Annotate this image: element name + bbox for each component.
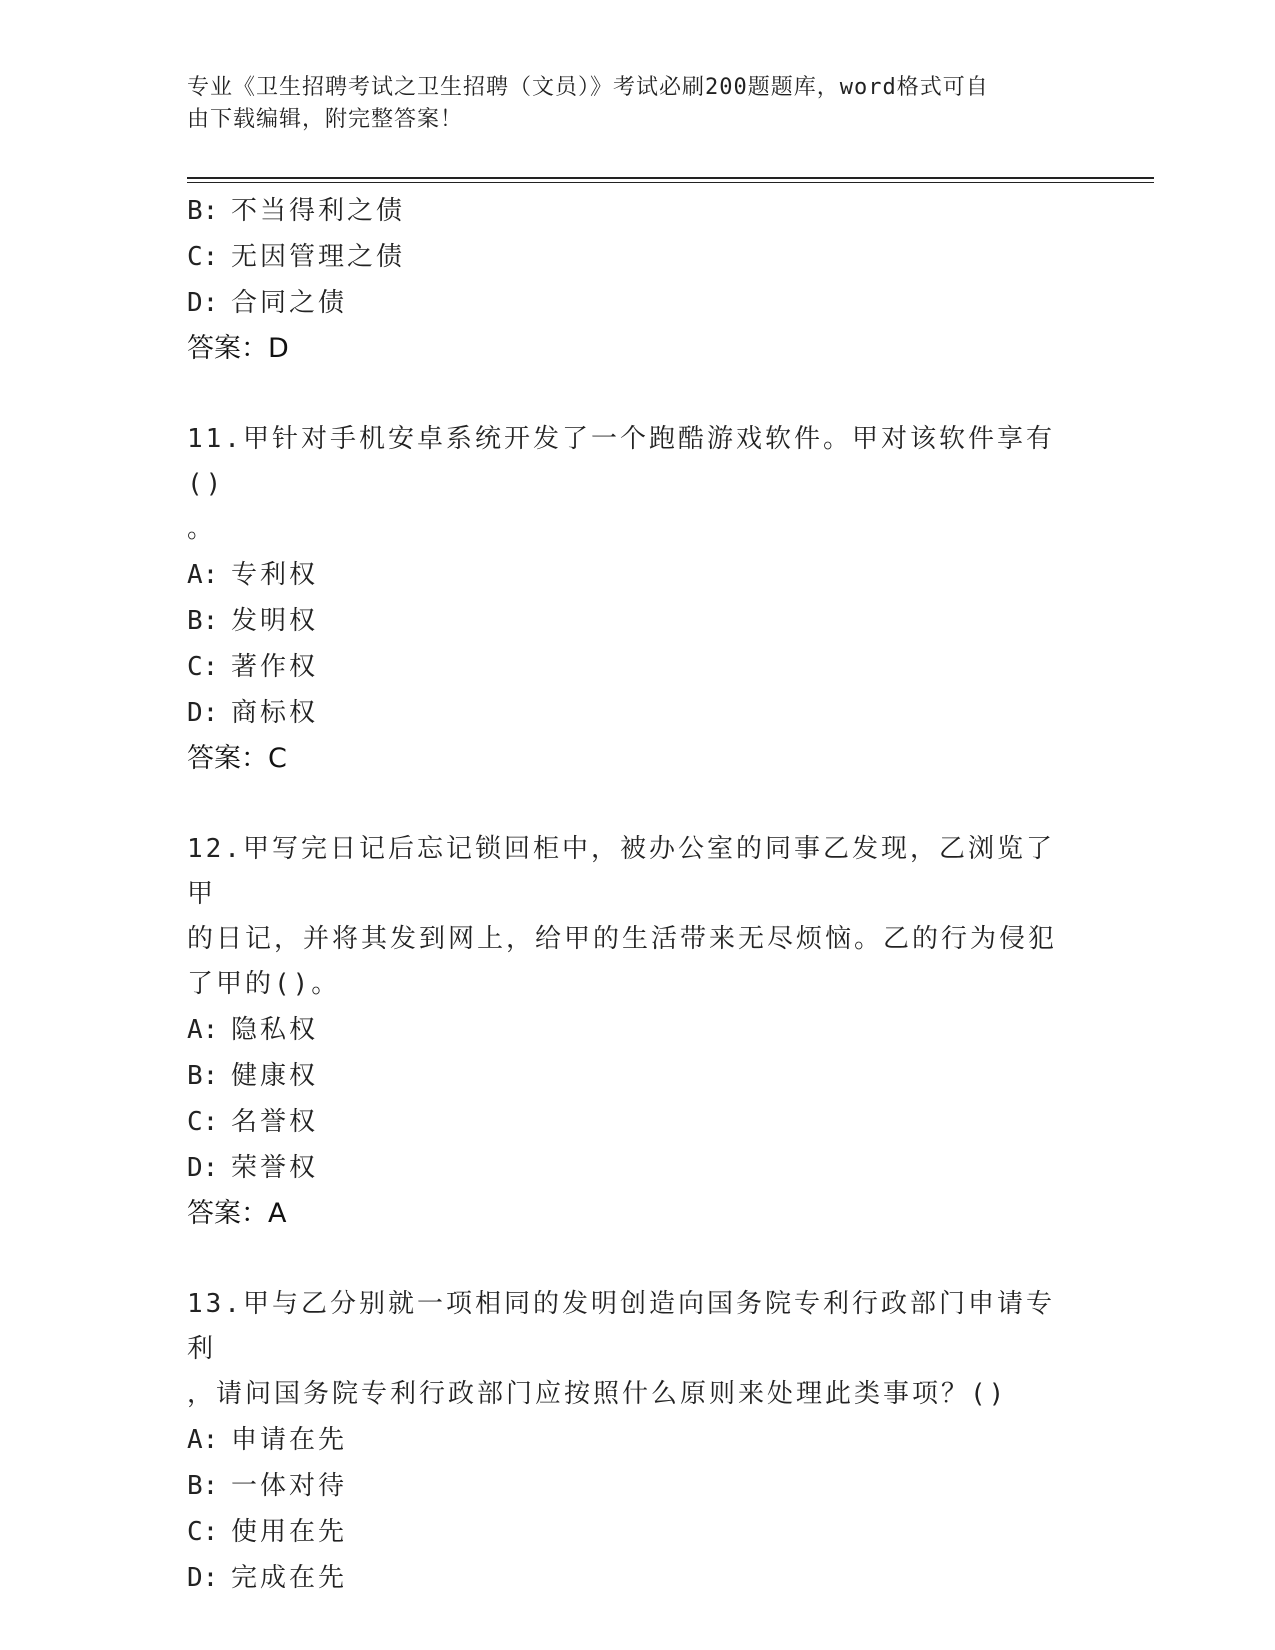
answer-line: 答案：C (187, 743, 287, 774)
question-13 (187, 1282, 1087, 1601)
option-letter: A: (187, 1015, 219, 1045)
option-c (187, 1099, 1087, 1145)
option-letter: A: (187, 560, 219, 590)
option-letter: B: (187, 606, 219, 636)
question-line: 13.甲与乙分别就一项相同的发明创造向国务院专利行政部门申请专利 (187, 1289, 1055, 1364)
option-text: 商标权 (231, 698, 319, 728)
option-text: 隐私权 (231, 1015, 319, 1045)
question-text (187, 827, 1077, 1007)
option-text: 专利权 (231, 560, 319, 590)
option-b (187, 1053, 1087, 1099)
option-letter: C: (187, 242, 219, 272)
option-letter: D: (187, 288, 219, 318)
option-text: 发明权 (231, 606, 319, 636)
question-line: 。 (187, 514, 217, 544)
option-letter: C: (187, 1517, 219, 1547)
option-a (187, 552, 1087, 598)
option-text: 荣誉权 (231, 1153, 319, 1183)
header-line-2: 由下载编辑，附完整答案！ (187, 107, 464, 132)
answer-line: 答案：A (187, 1198, 287, 1229)
spacer (187, 782, 1087, 827)
option-d (187, 690, 1087, 736)
question-11 (187, 417, 1087, 782)
option-d (187, 1145, 1087, 1191)
option-text: 申请在先 (231, 1425, 348, 1455)
question-line: 的日记，并将其发到网上，给甲的生活带来无尽烦恼。乙的行为侵犯 (187, 924, 1058, 954)
spacer (187, 1237, 1087, 1282)
question-line: 了甲的()。 (187, 969, 341, 999)
question-line: 12.甲写完日记后忘记锁回柜中，被办公室的同事乙发现，乙浏览了甲 (187, 834, 1055, 909)
answer-line: 答案：D (187, 333, 289, 364)
option-c (187, 234, 1087, 280)
question-line: 11.甲针对手机安卓系统开发了一个跑酷游戏软件。甲对该软件享有() (187, 424, 1055, 499)
option-text: 无因管理之债 (231, 242, 406, 272)
option-a (187, 1007, 1087, 1053)
question-12 (187, 827, 1087, 1237)
option-d (187, 280, 1087, 326)
option-letter: D: (187, 1563, 219, 1593)
question-list (187, 188, 1087, 1601)
option-text: 健康权 (231, 1061, 319, 1091)
option-text: 名誉权 (231, 1107, 319, 1137)
option-letter: A: (187, 1425, 219, 1455)
option-b (187, 598, 1087, 644)
option-letter: B: (187, 196, 219, 226)
option-letter: D: (187, 698, 219, 728)
option-letter: D: (187, 1153, 219, 1183)
option-d (187, 1555, 1087, 1601)
option-letter: C: (187, 652, 219, 682)
question-text (187, 417, 1077, 552)
option-letter: C: (187, 1107, 219, 1137)
question-text (187, 1282, 1077, 1417)
option-text: 不当得利之债 (231, 196, 406, 226)
header-rule-thick (187, 177, 1154, 179)
option-b (187, 1463, 1087, 1509)
header-rule-thin (187, 182, 1154, 183)
option-letter: B: (187, 1061, 219, 1091)
option-letter: B: (187, 1471, 219, 1501)
option-a (187, 1417, 1087, 1463)
option-text: 使用在先 (231, 1517, 348, 1547)
option-c (187, 1509, 1087, 1555)
option-text: 完成在先 (231, 1563, 348, 1593)
question-line: ，请问国务院专利行政部门应按照什么原则来处理此类事项？() (187, 1379, 1008, 1409)
option-c (187, 644, 1087, 690)
option-text: 一体对待 (231, 1471, 348, 1501)
spacer (187, 372, 1087, 417)
option-text: 著作权 (231, 652, 319, 682)
option-text: 合同之债 (231, 288, 348, 318)
header-line-1: 专业《卫生招聘考试之卫生招聘（文员）》考试必刷200题题库，word格式可自 (187, 75, 989, 100)
document-header (187, 72, 1067, 136)
option-b (187, 188, 1087, 234)
prev-question-options (187, 188, 1087, 372)
